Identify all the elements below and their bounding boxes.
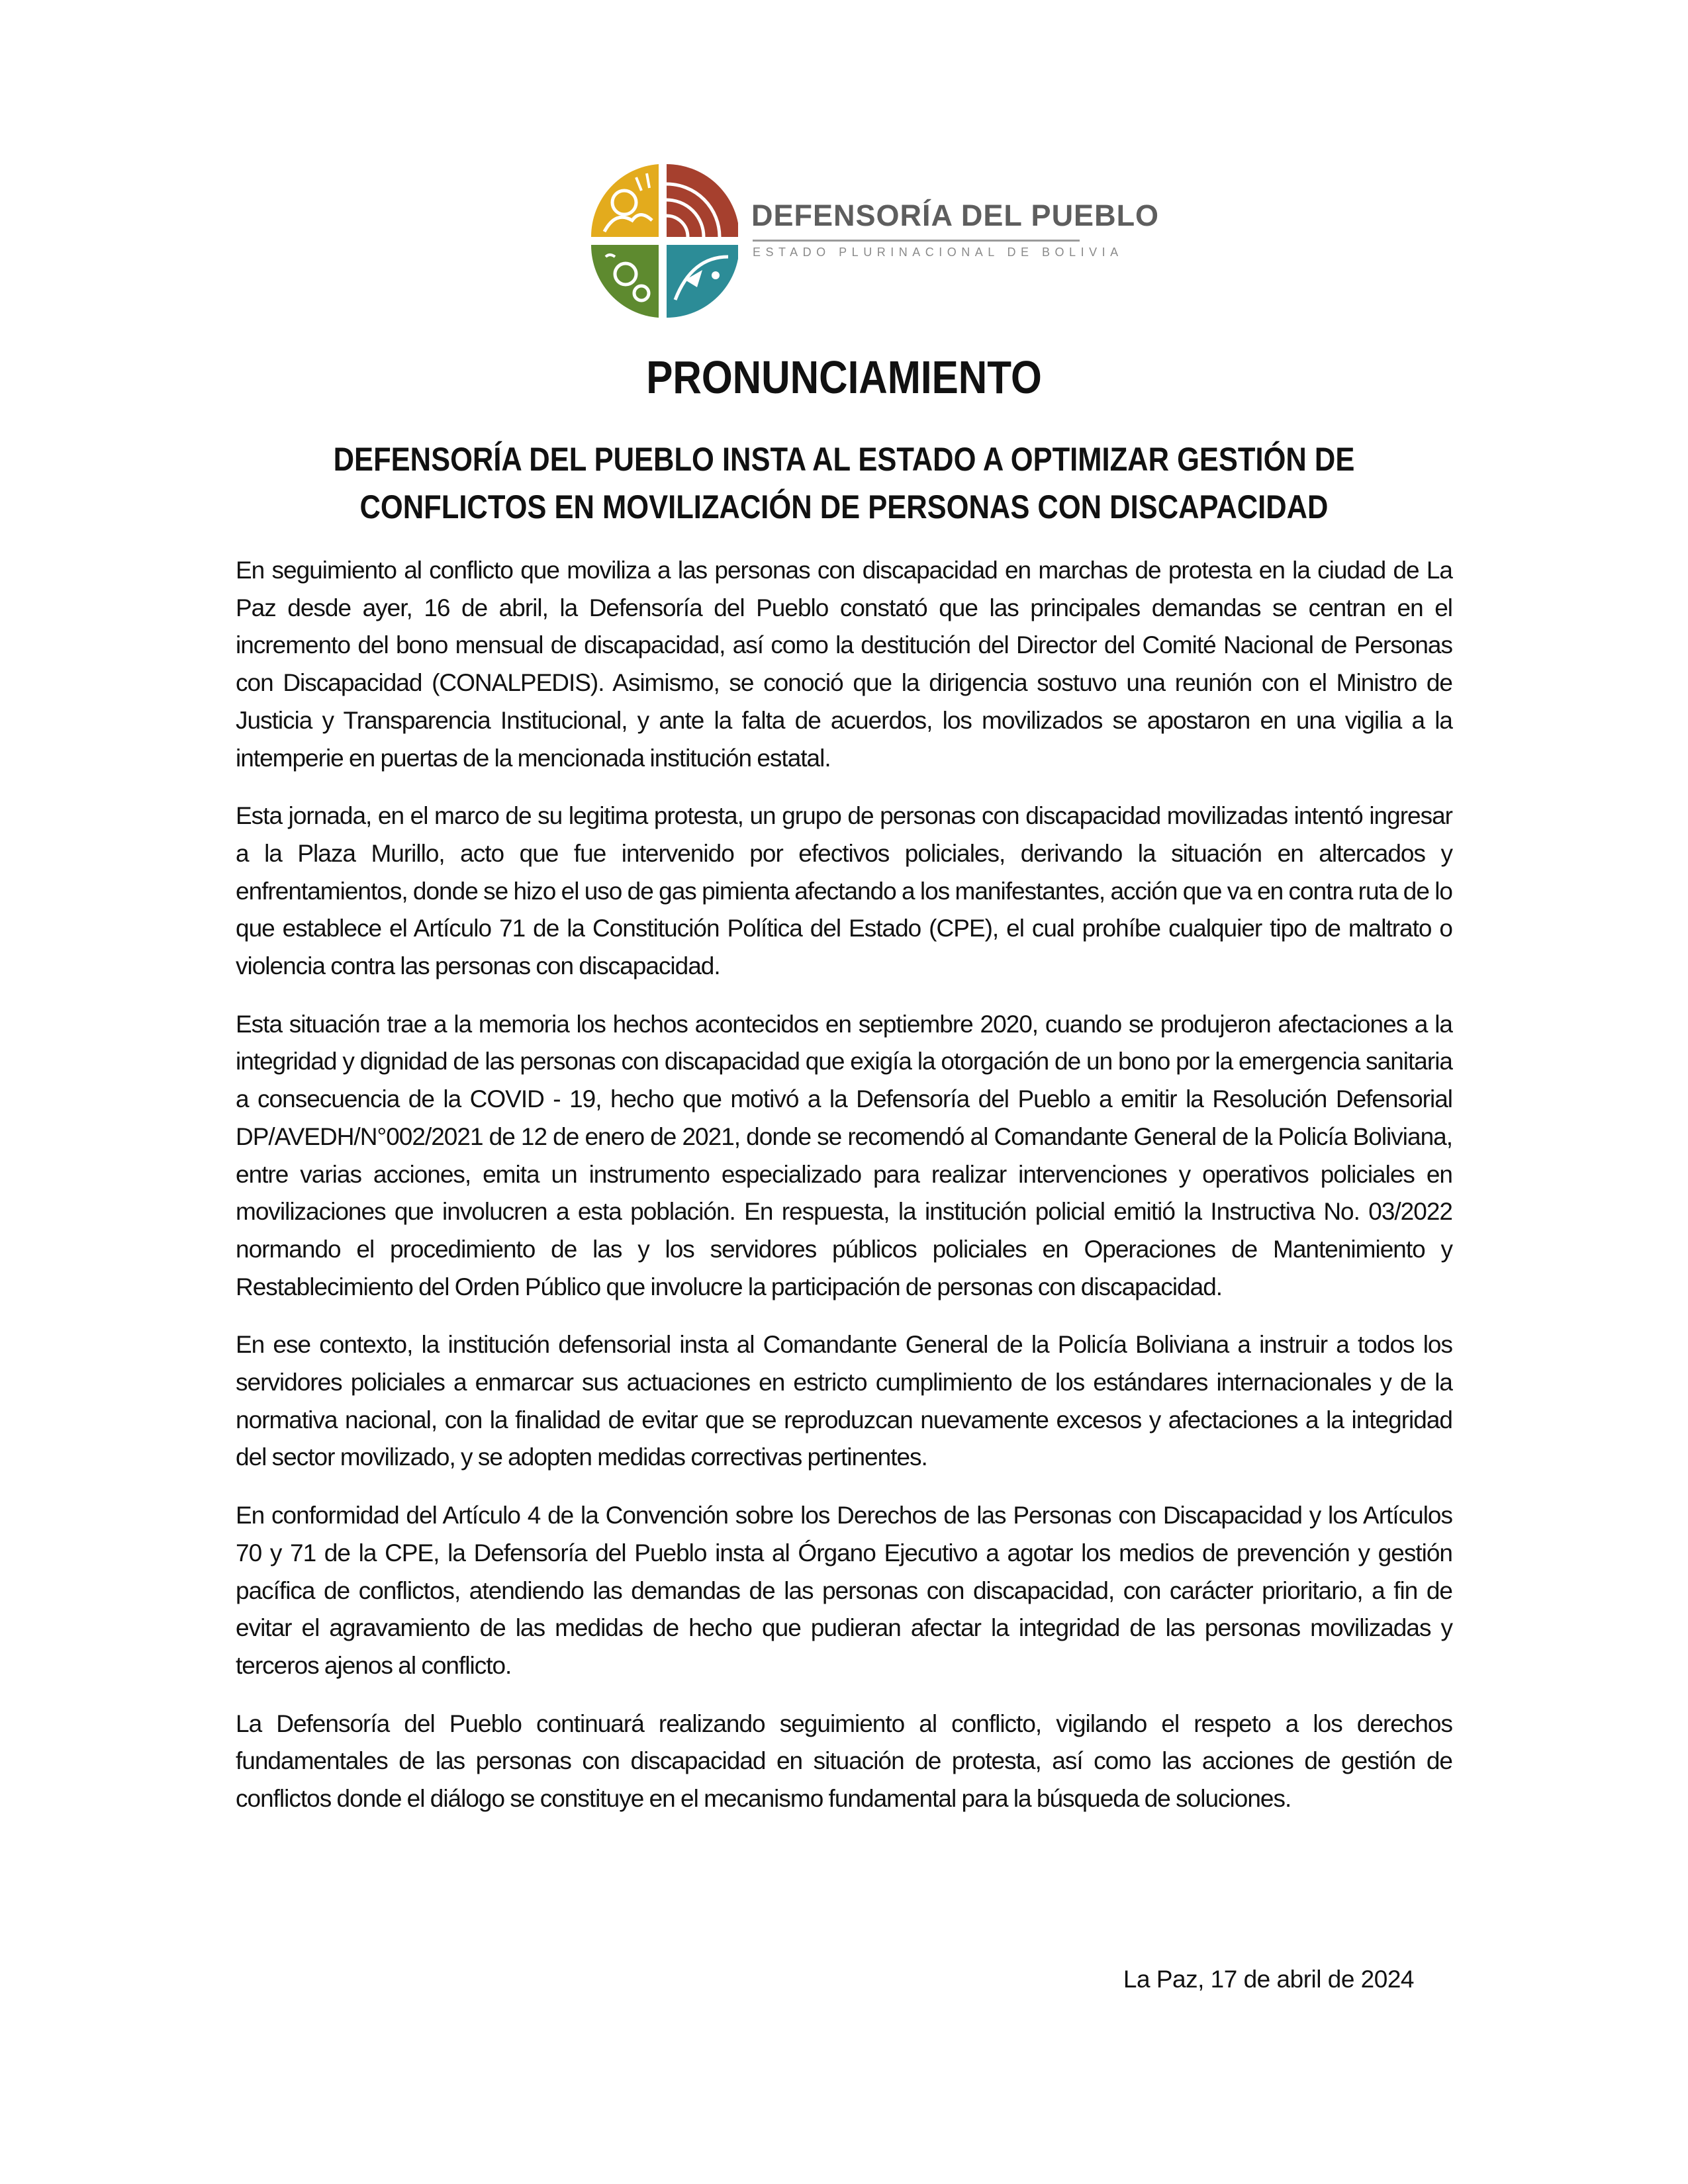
document-body	[236, 552, 1452, 1839]
paragraph-1: En seguimiento al conflicto que moviliza a las personas con discapacidad en marchas de protesta en la ciudad de La Paz desde ayer, 16 de abril, la Defensoría del Pueblo constató que las principales demandas se centran en el incremento del bono mensual de discapacidad, así como la destitución del Director del Comité Nacional de Personas con Discapacidad (CONALPEDIS). Asimismo, se conoció que la dirigencia sostuvo una reunión con el Ministro de Justicia y Transparencia Institucional, y ante la falta de acuerdos, los movilizados se apostaron en una vigilia a la intemperie en puertas de la mencionada institución estatal.	[236, 557, 1452, 772]
document-subtitle	[283, 435, 1406, 531]
org-subtitle: ESTADO PLURINACIONAL DE BOLIVIA	[753, 246, 1123, 259]
org-name-divider	[753, 240, 1080, 242]
org-name: DEFENSORÍA DEL PUEBLO	[751, 199, 1160, 232]
paragraph-6: La Defensoría del Pueblo continuará realizando seguimiento al conflicto, vigilando el respeto a los derechos fundamentales de las personas con discapacidad en situación de protesta, así como las acciones de gestión de conflictos donde el diálogo se constituye en el mecanismo fundamental para la búsqueda de soluciones.	[236, 1709, 1452, 1813]
paragraph-3: Esta situación trae a la memoria los hechos acontecidos en septiembre 2020, cuando se produjeron afectaciones a la integridad y dignidad de las personas con discapacidad que exigía la otorgación de un bono por la emergencia sanitaria a consecuencia de la COVID - 19, hecho que motivó a la Defensoría del Pueblo a emitir la Resolución Defensorial DP/AVEDH/N°002/2021 de 12 de enero de 2021, donde se recomendó al Comandante General de la Policía Boliviana, entre varias acciones, emita un instrumento especializado para realizar intervenciones y operativos policiales en movilizaciones que involucren a esta población. En respuesta, la institución policial emitió la Instructiva No. 03/2022 normando el procedimiento de las y los servidores públicos policiales en Operaciones de Mantenimiento y Restablecimiento del Orden Público que involucre la participación de personas con discapacidad.	[236, 1010, 1452, 1300]
document-date: La Paz, 17 de abril de 2024	[1123, 1966, 1414, 1993]
subtitle-line-1: DEFENSORÍA DEL PUEBLO INSTA AL ESTADO A OPTIMIZAR GESTIÓN DE	[333, 441, 1355, 478]
document-title: PRONUNCIAMIENTO	[646, 351, 1042, 403]
header-logo	[586, 158, 1160, 323]
paragraph-4: En ese contexto, la institución defensorial insta al Comandante General de la Policía Boliviana a instruir a todos los servidores policiales a enmarcar sus actuaciones en estricto cumplimiento de los estándares internacionales y de la normativa nacional, con la finalidad de evitar que se reproduzcan nuevamente excesos y afectaciones a la integridad del sector movilizado, y se adopten medidas correctivas pertinentes.	[236, 1331, 1452, 1471]
subtitle-line-2: CONFLICTOS EN MOVILIZACIÓN DE PERSONAS CON DISCAPACIDAD	[359, 488, 1329, 525]
paragraph-2: Esta jornada, en el marco de su legitima protesta, un grupo de personas con discapacidad movilizadas intentó ingresar a la Plaza Murillo, acto que fue intervenido por efectivos policiales, derivando la situación en altercados y enfrentamientos, donde se hizo el uso de gas pimienta afectando a los manifestantes, acción que va en contra ruta de lo que establece el Artículo 71 de la Constitución Política del Estado (CPE), el cual prohíbe cualquier tipo de maltrato o violencia contra las personas con discapacidad.	[236, 802, 1452, 980]
paragraph-5: En conformidad del Artículo 4 de la Convención sobre los Derechos de las Personas con Discapacidad y los Artículos 70 y 71 de la CPE, la Defensoría del Pueblo insta al Órgano Ejecutivo a agotar los medios de prevención y gestión pacífica de conflictos, atendiendo las demandas de las personas con discapacidad, con carácter prioritario, a fin de evitar el agravamiento de las medidas de hecho que pudieran afectar la integridad de las personas movilizadas y terceros ajenos al conflicto.	[236, 1502, 1452, 1679]
institution-emblem-icon	[586, 158, 738, 323]
